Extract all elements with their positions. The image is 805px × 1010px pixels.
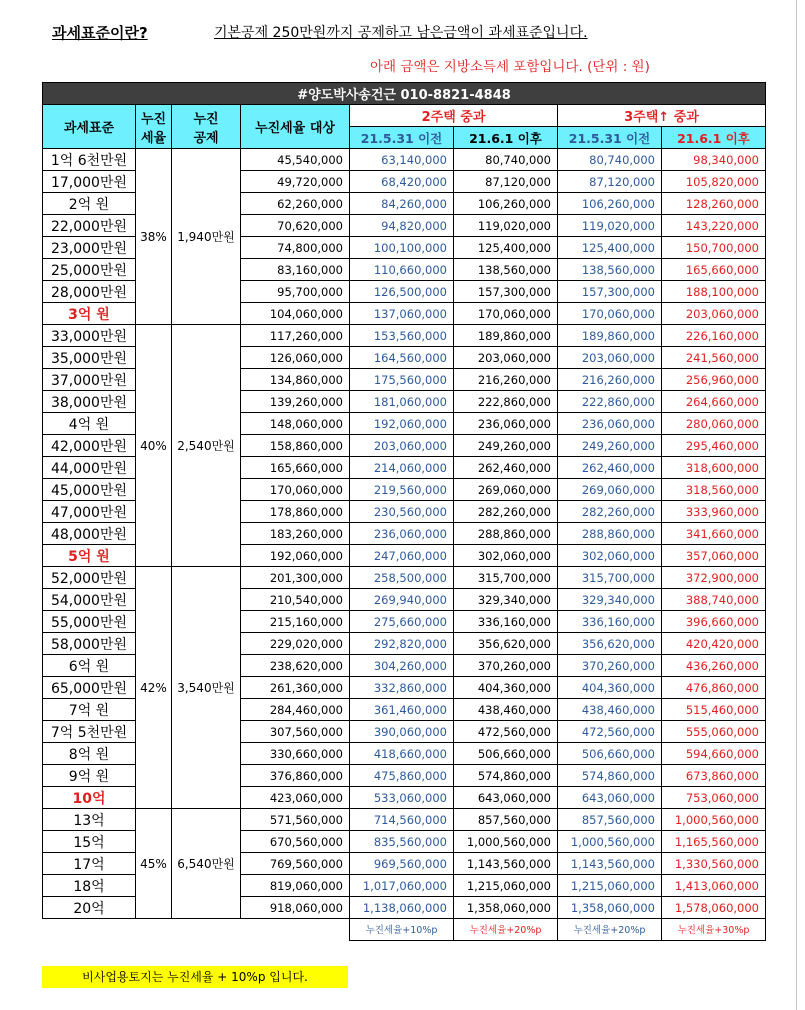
header-2house-before: 21.5.31 이전 [350, 127, 454, 149]
row-3house-before: 643,060,000 [558, 787, 662, 809]
row-tax-base: 48,000만원 [43, 523, 136, 545]
row-3house-before: 315,700,000 [558, 567, 662, 589]
row-tax-base: 9억 원 [43, 765, 136, 787]
row-3house-after: 203,060,000 [662, 303, 766, 325]
row-2house-after: 119,020,000 [454, 215, 558, 237]
row-tax-base: 3억 원 [43, 303, 136, 325]
row-3house-before: 1,358,060,000 [558, 897, 662, 919]
row-target-tax: 284,460,000 [241, 699, 350, 721]
row-tax-base: 2억 원 [43, 193, 136, 215]
row-3house-before: 157,300,000 [558, 281, 662, 303]
row-tax-base: 47,000만원 [43, 501, 136, 523]
row-2house-before: 63,140,000 [350, 149, 454, 171]
row-tax-base: 13억 [43, 809, 136, 831]
row-2house-after: 438,460,000 [454, 699, 558, 721]
bracket-deduction: 6,540만원 [172, 809, 241, 919]
page-description: 기본공제 250만원까지 공제하고 남은금액이 과세표준입니다. [214, 25, 588, 41]
row-target-tax: 571,560,000 [241, 809, 350, 831]
row-tax-base: 7억 원 [43, 699, 136, 721]
header-group-3house: 3주택↑ 중과 [558, 105, 766, 127]
row-tax-base: 58,000만원 [43, 633, 136, 655]
row-2house-after: 269,060,000 [454, 479, 558, 501]
row-3house-before: 506,660,000 [558, 743, 662, 765]
row-3house-after: 226,160,000 [662, 325, 766, 347]
row-target-tax: 178,860,000 [241, 501, 350, 523]
row-target-tax: 210,540,000 [241, 589, 350, 611]
row-tax-base: 55,000만원 [43, 611, 136, 633]
row-tax-base: 20억 [43, 897, 136, 919]
row-2house-before: 361,460,000 [350, 699, 454, 721]
bracket-deduction: 2,540만원 [172, 325, 241, 567]
row-3house-after: 515,460,000 [662, 699, 766, 721]
row-3house-before: 1,000,560,000 [558, 831, 662, 853]
row-3house-after: 98,340,000 [662, 149, 766, 171]
row-2house-after: 329,340,000 [454, 589, 558, 611]
row-3house-before: 189,860,000 [558, 325, 662, 347]
row-target-tax: 95,700,000 [241, 281, 350, 303]
row-2house-before: 269,940,000 [350, 589, 454, 611]
row-tax-base: 7억 5천만원 [43, 721, 136, 743]
row-2house-before: 475,860,000 [350, 765, 454, 787]
row-2house-before: 94,820,000 [350, 215, 454, 237]
row-tax-base: 4억 원 [43, 413, 136, 435]
row-3house-after: 165,660,000 [662, 259, 766, 281]
row-2house-after: 506,660,000 [454, 743, 558, 765]
row-target-tax: 117,260,000 [241, 325, 350, 347]
row-2house-before: 68,420,000 [350, 171, 454, 193]
row-target-tax: 158,860,000 [241, 435, 350, 457]
row-target-tax: 376,860,000 [241, 765, 350, 787]
row-2house-before: 126,500,000 [350, 281, 454, 303]
row-2house-before: 137,060,000 [350, 303, 454, 325]
row-2house-after: 356,620,000 [454, 633, 558, 655]
row-target-tax: 229,020,000 [241, 633, 350, 655]
row-tax-base: 1억 6천만원 [43, 149, 136, 171]
row-tax-base: 33,000만원 [43, 325, 136, 347]
row-3house-before: 249,260,000 [558, 435, 662, 457]
row-2house-before: 969,560,000 [350, 853, 454, 875]
row-target-tax: 769,560,000 [241, 853, 350, 875]
row-3house-after: 555,060,000 [662, 721, 766, 743]
row-2house-before: 390,060,000 [350, 721, 454, 743]
row-2house-before: 304,260,000 [350, 655, 454, 677]
row-3house-after: 753,060,000 [662, 787, 766, 809]
contact-banner: #양도박사송건근 010-8821-4848 [43, 83, 766, 105]
row-target-tax: 307,560,000 [241, 721, 350, 743]
row-2house-before: 230,560,000 [350, 501, 454, 523]
row-3house-after: 256,960,000 [662, 369, 766, 391]
row-3house-after: 420,420,000 [662, 633, 766, 655]
row-3house-before: 125,400,000 [558, 237, 662, 259]
bracket-rate: 42% [136, 567, 172, 809]
row-3house-before: 262,460,000 [558, 457, 662, 479]
row-2house-before: 714,560,000 [350, 809, 454, 831]
row-3house-before: 1,143,560,000 [558, 853, 662, 875]
row-2house-after: 302,060,000 [454, 545, 558, 567]
row-2house-before: 110,660,000 [350, 259, 454, 281]
bracket-rate: 40% [136, 325, 172, 567]
row-3house-after: 1,000,560,000 [662, 809, 766, 831]
row-3house-after: 1,578,060,000 [662, 897, 766, 919]
row-tax-base: 38,000만원 [43, 391, 136, 413]
row-2house-after: 857,560,000 [454, 809, 558, 831]
note-3house-after: 누진세율+30%p [662, 919, 766, 941]
table-row [43, 809, 766, 831]
row-tax-base: 6억 원 [43, 655, 136, 677]
row-3house-before: 857,560,000 [558, 809, 662, 831]
row-tax-base: 18억 [43, 875, 136, 897]
row-2house-after: 138,560,000 [454, 259, 558, 281]
row-tax-base: 5억 원 [43, 545, 136, 567]
row-2house-before: 214,060,000 [350, 457, 454, 479]
row-3house-after: 357,060,000 [662, 545, 766, 567]
row-2house-after: 1,143,560,000 [454, 853, 558, 875]
row-2house-after: 282,260,000 [454, 501, 558, 523]
row-3house-after: 1,413,060,000 [662, 875, 766, 897]
row-3house-after: 150,700,000 [662, 237, 766, 259]
row-tax-base: 25,000만원 [43, 259, 136, 281]
row-2house-before: 247,060,000 [350, 545, 454, 567]
column-notes-row [43, 919, 766, 941]
row-tax-base: 8억 원 [43, 743, 136, 765]
row-3house-after: 264,660,000 [662, 391, 766, 413]
row-target-tax: 83,160,000 [241, 259, 350, 281]
row-3house-after: 295,460,000 [662, 435, 766, 457]
row-2house-after: 80,740,000 [454, 149, 558, 171]
header-3house-after: 21.6.1 이후 [662, 127, 766, 149]
row-2house-before: 1,138,060,000 [350, 897, 454, 919]
row-2house-before: 153,560,000 [350, 325, 454, 347]
row-2house-after: 1,000,560,000 [454, 831, 558, 853]
header-2house-after: 21.6.1 이후 [454, 127, 558, 149]
row-3house-after: 388,740,000 [662, 589, 766, 611]
row-3house-after: 396,660,000 [662, 611, 766, 633]
row-3house-after: 105,820,000 [662, 171, 766, 193]
page-title: 과세표준이란? [52, 24, 148, 42]
row-tax-base: 45,000만원 [43, 479, 136, 501]
bracket-deduction: 1,940만원 [172, 149, 241, 325]
footer-note: 비사업용토지는 누진세율 + 10%p 입니다. [42, 966, 348, 988]
row-3house-before: 236,060,000 [558, 413, 662, 435]
row-2house-after: 370,260,000 [454, 655, 558, 677]
row-2house-after: 189,860,000 [454, 325, 558, 347]
header-deduction: 누진 공제 [172, 105, 241, 149]
row-target-tax: 819,060,000 [241, 875, 350, 897]
row-target-tax: 148,060,000 [241, 413, 350, 435]
row-3house-before: 288,860,000 [558, 523, 662, 545]
row-2house-before: 275,660,000 [350, 611, 454, 633]
row-target-tax: 45,540,000 [241, 149, 350, 171]
row-tax-base: 23,000만원 [43, 237, 136, 259]
unit-note: 아래 금액은 지방소득세 포함입니다. (단위 : 원) [370, 59, 650, 75]
header-target: 누진세율 대상 [241, 105, 350, 149]
row-3house-before: 404,360,000 [558, 677, 662, 699]
bracket-rate: 38% [136, 149, 172, 325]
header-rate: 누진 세율 [136, 105, 172, 149]
row-3house-after: 280,060,000 [662, 413, 766, 435]
row-target-tax: 170,060,000 [241, 479, 350, 501]
row-tax-base: 17억 [43, 853, 136, 875]
row-target-tax: 62,260,000 [241, 193, 350, 215]
row-tax-base: 54,000만원 [43, 589, 136, 611]
row-2house-after: 404,360,000 [454, 677, 558, 699]
row-2house-before: 203,060,000 [350, 435, 454, 457]
row-3house-before: 269,060,000 [558, 479, 662, 501]
row-2house-after: 262,460,000 [454, 457, 558, 479]
row-2house-before: 835,560,000 [350, 831, 454, 853]
row-2house-before: 164,560,000 [350, 347, 454, 369]
table-row [43, 567, 766, 589]
row-target-tax: 423,060,000 [241, 787, 350, 809]
note-2house-after: 누진세율+20%p [454, 919, 558, 941]
row-target-tax: 70,620,000 [241, 215, 350, 237]
row-tax-base: 42,000만원 [43, 435, 136, 457]
row-3house-after: 372,900,000 [662, 567, 766, 589]
header-3house-before: 21.5.31 이전 [558, 127, 662, 149]
row-target-tax: 330,660,000 [241, 743, 350, 765]
note-2house-before: 누진세율+10%p [350, 919, 454, 941]
notes-spacer [43, 919, 350, 941]
row-2house-before: 175,560,000 [350, 369, 454, 391]
row-3house-before: 106,260,000 [558, 193, 662, 215]
row-2house-after: 216,260,000 [454, 369, 558, 391]
row-2house-after: 157,300,000 [454, 281, 558, 303]
row-3house-after: 1,330,560,000 [662, 853, 766, 875]
row-2house-after: 472,560,000 [454, 721, 558, 743]
row-3house-after: 128,260,000 [662, 193, 766, 215]
row-target-tax: 104,060,000 [241, 303, 350, 325]
row-3house-after: 594,660,000 [662, 743, 766, 765]
row-target-tax: 918,060,000 [241, 897, 350, 919]
row-2house-before: 533,060,000 [350, 787, 454, 809]
row-2house-after: 336,160,000 [454, 611, 558, 633]
row-target-tax: 215,160,000 [241, 611, 350, 633]
row-3house-after: 241,560,000 [662, 347, 766, 369]
row-2house-after: 203,060,000 [454, 347, 558, 369]
row-3house-before: 87,120,000 [558, 171, 662, 193]
row-target-tax: 238,620,000 [241, 655, 350, 677]
row-2house-after: 106,260,000 [454, 193, 558, 215]
row-3house-after: 318,600,000 [662, 457, 766, 479]
table-row [43, 325, 766, 347]
row-3house-before: 282,260,000 [558, 501, 662, 523]
row-2house-after: 236,060,000 [454, 413, 558, 435]
row-tax-base: 65,000만원 [43, 677, 136, 699]
row-target-tax: 261,360,000 [241, 677, 350, 699]
row-3house-before: 222,860,000 [558, 391, 662, 413]
row-target-tax: 165,660,000 [241, 457, 350, 479]
row-2house-before: 292,820,000 [350, 633, 454, 655]
row-target-tax: 192,060,000 [241, 545, 350, 567]
row-tax-base: 22,000만원 [43, 215, 136, 237]
row-3house-after: 318,560,000 [662, 479, 766, 501]
row-2house-after: 288,860,000 [454, 523, 558, 545]
row-2house-after: 643,060,000 [454, 787, 558, 809]
row-2house-after: 1,215,060,000 [454, 875, 558, 897]
row-2house-after: 249,260,000 [454, 435, 558, 457]
row-2house-before: 100,100,000 [350, 237, 454, 259]
row-tax-base: 15억 [43, 831, 136, 853]
row-2house-after: 170,060,000 [454, 303, 558, 325]
row-2house-before: 236,060,000 [350, 523, 454, 545]
row-target-tax: 139,260,000 [241, 391, 350, 413]
table-row [43, 149, 766, 171]
row-3house-before: 170,060,000 [558, 303, 662, 325]
row-3house-before: 203,060,000 [558, 347, 662, 369]
bracket-deduction: 3,540만원 [172, 567, 241, 809]
row-3house-before: 1,215,060,000 [558, 875, 662, 897]
row-2house-before: 84,260,000 [350, 193, 454, 215]
row-tax-base: 44,000만원 [43, 457, 136, 479]
row-3house-before: 370,260,000 [558, 655, 662, 677]
row-3house-after: 188,100,000 [662, 281, 766, 303]
row-2house-before: 418,660,000 [350, 743, 454, 765]
row-2house-before: 181,060,000 [350, 391, 454, 413]
row-3house-before: 336,160,000 [558, 611, 662, 633]
tax-table [42, 82, 766, 941]
row-target-tax: 126,060,000 [241, 347, 350, 369]
row-2house-after: 222,860,000 [454, 391, 558, 413]
row-target-tax: 134,860,000 [241, 369, 350, 391]
row-3house-after: 673,860,000 [662, 765, 766, 787]
row-2house-after: 125,400,000 [454, 237, 558, 259]
page-border-line [796, 0, 797, 1010]
row-2house-after: 315,700,000 [454, 567, 558, 589]
row-3house-after: 143,220,000 [662, 215, 766, 237]
row-3house-before: 574,860,000 [558, 765, 662, 787]
note-3house-before: 누진세율+20%p [558, 919, 662, 941]
row-tax-base: 52,000만원 [43, 567, 136, 589]
row-2house-before: 258,500,000 [350, 567, 454, 589]
row-target-tax: 49,720,000 [241, 171, 350, 193]
row-3house-before: 438,460,000 [558, 699, 662, 721]
row-3house-before: 138,560,000 [558, 259, 662, 281]
row-3house-after: 1,165,560,000 [662, 831, 766, 853]
row-2house-before: 192,060,000 [350, 413, 454, 435]
row-target-tax: 183,260,000 [241, 523, 350, 545]
row-3house-after: 436,260,000 [662, 655, 766, 677]
row-tax-base: 37,000만원 [43, 369, 136, 391]
row-3house-before: 216,260,000 [558, 369, 662, 391]
row-3house-before: 472,560,000 [558, 721, 662, 743]
row-target-tax: 74,800,000 [241, 237, 350, 259]
row-2house-after: 574,860,000 [454, 765, 558, 787]
row-tax-base: 17,000만원 [43, 171, 136, 193]
row-target-tax: 670,560,000 [241, 831, 350, 853]
row-3house-before: 302,060,000 [558, 545, 662, 567]
row-2house-before: 1,017,060,000 [350, 875, 454, 897]
row-3house-before: 119,020,000 [558, 215, 662, 237]
header-group-2house: 2주택 중과 [350, 105, 558, 127]
row-2house-before: 219,560,000 [350, 479, 454, 501]
row-3house-after: 476,860,000 [662, 677, 766, 699]
row-2house-after: 87,120,000 [454, 171, 558, 193]
row-target-tax: 201,300,000 [241, 567, 350, 589]
row-3house-before: 80,740,000 [558, 149, 662, 171]
row-3house-before: 329,340,000 [558, 589, 662, 611]
bracket-rate: 45% [136, 809, 172, 919]
row-2house-before: 332,860,000 [350, 677, 454, 699]
row-tax-base: 10억 [43, 787, 136, 809]
row-3house-after: 341,660,000 [662, 523, 766, 545]
row-3house-after: 333,960,000 [662, 501, 766, 523]
header-tax-base: 과세표준 [43, 105, 136, 149]
row-tax-base: 28,000만원 [43, 281, 136, 303]
row-2house-after: 1,358,060,000 [454, 897, 558, 919]
row-3house-before: 356,620,000 [558, 633, 662, 655]
row-tax-base: 35,000만원 [43, 347, 136, 369]
